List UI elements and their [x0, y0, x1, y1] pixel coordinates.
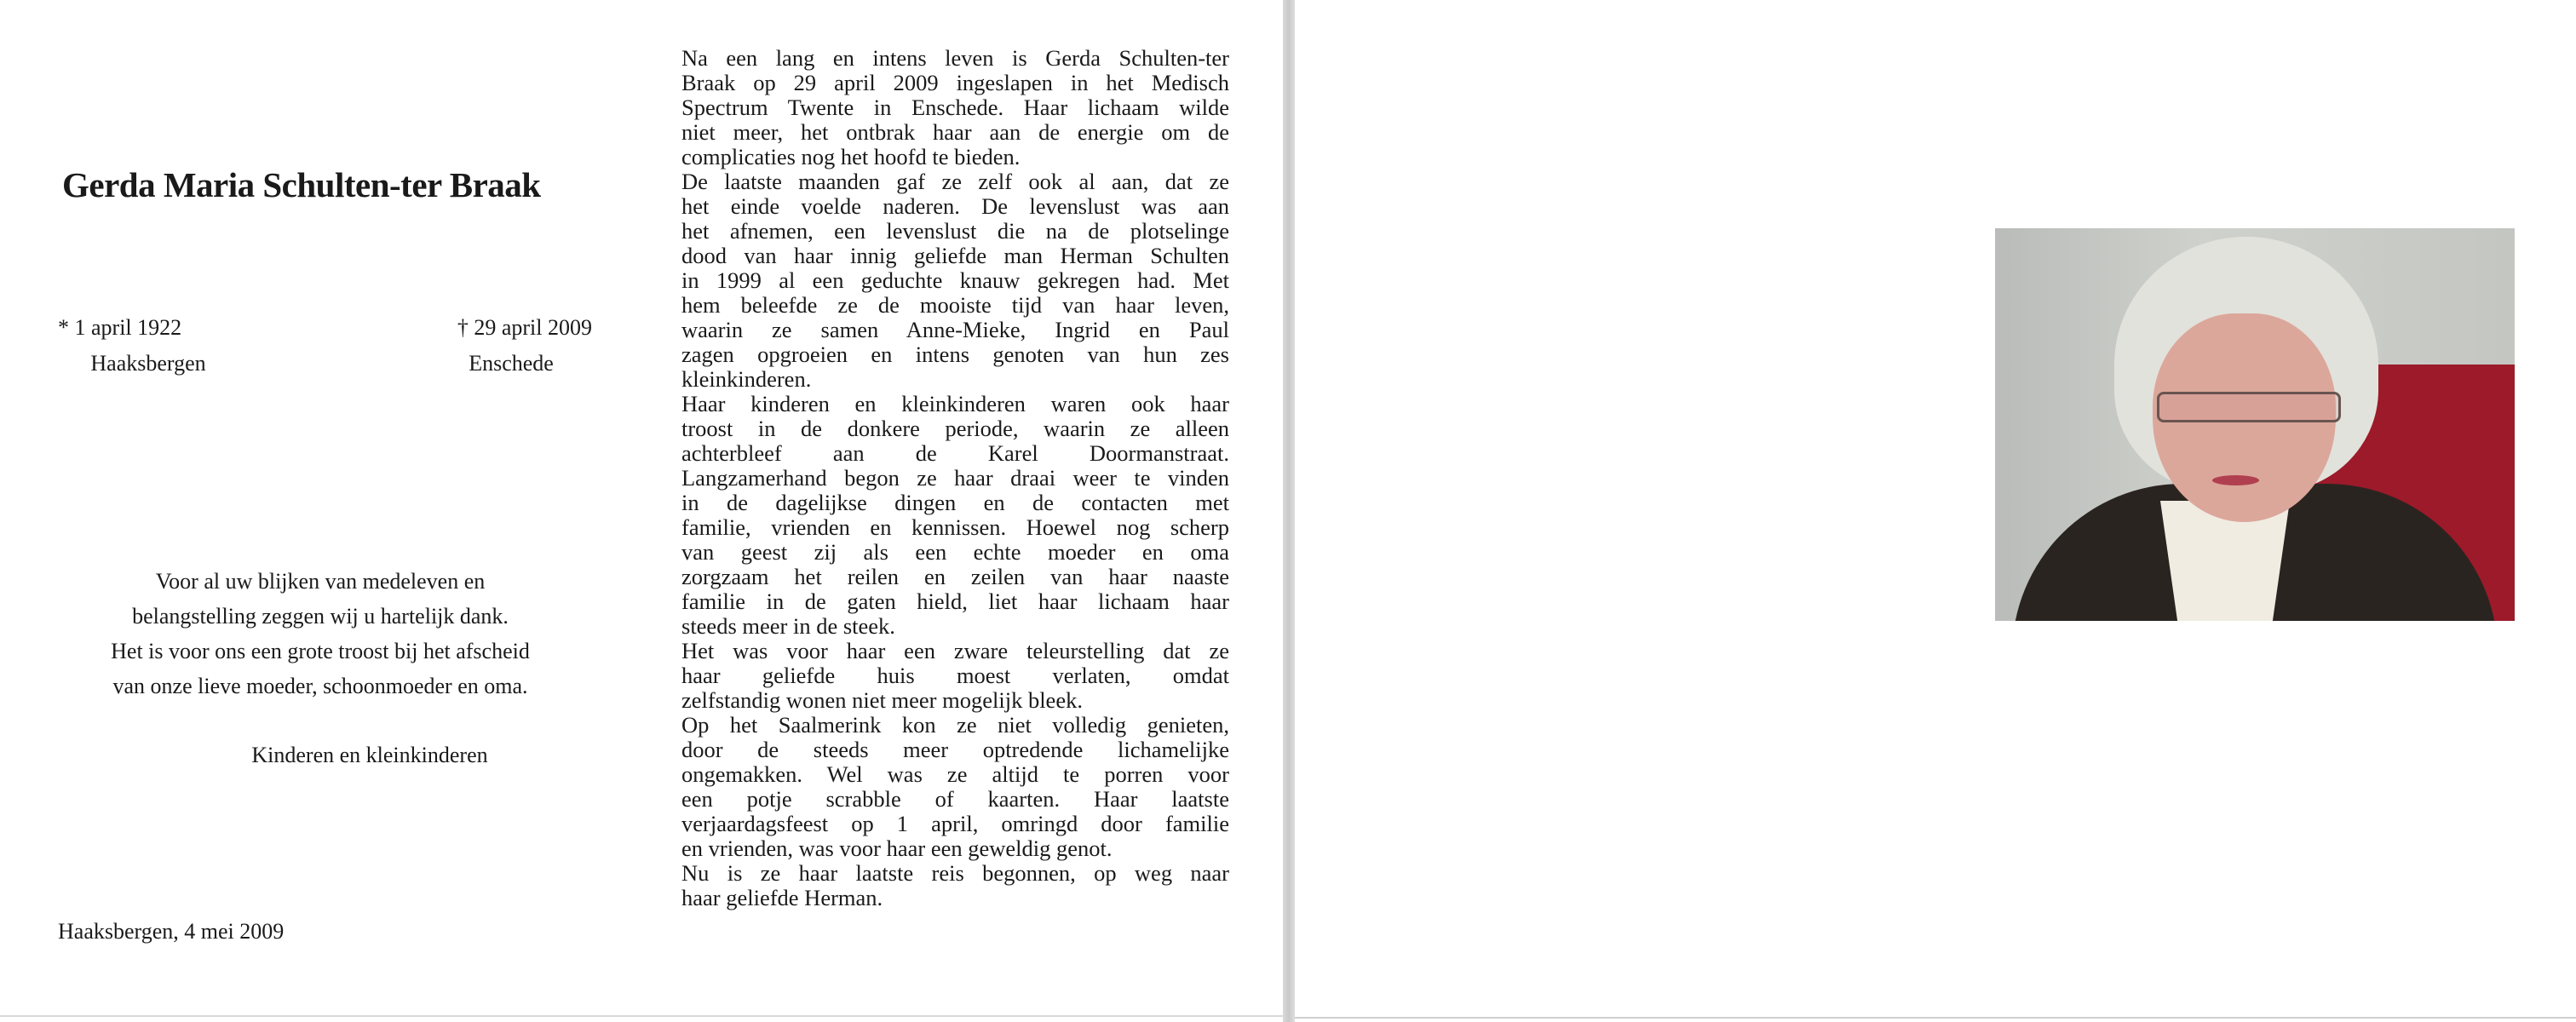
biography-line: Na een lang en intens leven is Gerda Schulten-ter [681, 45, 1229, 71]
biography-line: in de dagelijkse dingen en de contacten met [681, 490, 1229, 515]
biography-line: haar geliefde Herman. [681, 885, 883, 910]
thanks-line: Het is voor ons een grote troost bij het afscheid [111, 639, 530, 663]
thanks-line: Voor al uw blijken van medeleven en [155, 569, 486, 594]
biography-line: familie, vrienden en kennissen. Hoewel nog scherp [681, 514, 1229, 540]
biography-line: het einde voelde naderen. De levenslust was aan [681, 193, 1229, 219]
biography-line: zorgzaam het reilen en zeilen van haar naaste [681, 564, 1229, 589]
thanks-line: belangstelling zeggen wij u hartelijk dank. [132, 604, 509, 629]
photo-lips [2212, 475, 2259, 485]
card-fold-gutter [1283, 0, 1295, 1022]
left-card-page [0, 0, 1283, 1017]
biography-line: Op het Saalmerink kon ze niet volledig genieten, [681, 712, 1229, 738]
biography-line: zagen opgroeien en intens genoten van hun zes [681, 342, 1229, 367]
biography-line: in 1999 al een geduchte knauw gekregen had. Met [681, 267, 1229, 293]
biography-line: van geest zij als een echte moeder en oma [681, 539, 1229, 565]
biography-line: zelfstandig wonen niet meer mogelijk bleek. [681, 687, 1083, 713]
photo-glasses [2157, 392, 2341, 422]
thanks-message [111, 564, 530, 703]
biography-line: Haar kinderen en kleinkinderen waren ook haar [681, 391, 1229, 416]
death-place: Enschede [469, 351, 554, 376]
place-date: Haaksbergen, 4 mei 2009 [58, 919, 285, 944]
biography-line: achterbleef aan de Karel Doormanstraat. [681, 440, 1229, 466]
biography-line: ongemakken. Wel was ze altijd te porren voor [681, 761, 1229, 787]
biography-line: Nu is ze haar laatste reis begonnen, op weg naar [681, 860, 1229, 886]
biography-line: en vrienden, was voor haar een geweldig genot. [681, 835, 1113, 861]
biography-line: een potje scrabble of kaarten. Haar laatste [681, 786, 1229, 812]
biography-line: het afnemen, een levenslust die na de plotselinge [681, 218, 1229, 244]
biography-line: door de steeds meer optredende lichamelijke [681, 737, 1229, 762]
biography-line: verjaardagsfeest op 1 april, omringd door familie [681, 811, 1229, 836]
biography-line: hem beleefde ze de mooiste tijd van haar leven, [681, 292, 1229, 318]
biography-line: familie in de gaten hield, liet haar lichaam haar [681, 589, 1229, 614]
signoff: Kinderen en kleinkinderen [251, 743, 488, 767]
deceased-name: Gerda Maria Schulten-ter Braak [62, 165, 541, 204]
biography-line: haar geliefde huis moest verlaten, omdat [681, 663, 1229, 688]
biography-text [681, 46, 1229, 910]
biography-line: kleinkinderen. [681, 366, 812, 392]
birth-place: Haaksbergen [90, 351, 206, 376]
biography-line: De laatste maanden gaf ze zelf ook al aan, dat ze [681, 169, 1229, 194]
thanks-line: van onze lieve moeder, schoonmoeder en oma. [112, 674, 528, 698]
death-date: † 29 april 2009 [457, 315, 592, 340]
biography-line: complicaties nog het hoofd te bieden. [681, 144, 1021, 169]
biography-line: Langzamerhand begon ze haar draai weer te vinden [681, 465, 1229, 491]
biography-line: Spectrum Twente in Enschede. Haar lichaam wilde [681, 95, 1229, 120]
biography-line: dood van haar innig geliefde man Herman Schulten [681, 243, 1229, 268]
biography-line: waarin ze samen Anne-Mieke, Ingrid en Paul [681, 317, 1229, 342]
biography-line: Braak op 29 april 2009 ingeslapen in het Medisch [681, 70, 1229, 95]
birth-date: * 1 april 1922 [58, 315, 182, 340]
portrait-photo [1995, 228, 2515, 621]
biography-line: Het was voor haar een zware teleurstelling dat ze [681, 638, 1229, 663]
biography-line: steeds meer in de steek. [681, 613, 895, 639]
biography-line: troost in de donkere periode, waarin ze alleen [681, 416, 1229, 441]
biography-line: niet meer, het ontbrak haar aan de energie om de [681, 119, 1229, 145]
